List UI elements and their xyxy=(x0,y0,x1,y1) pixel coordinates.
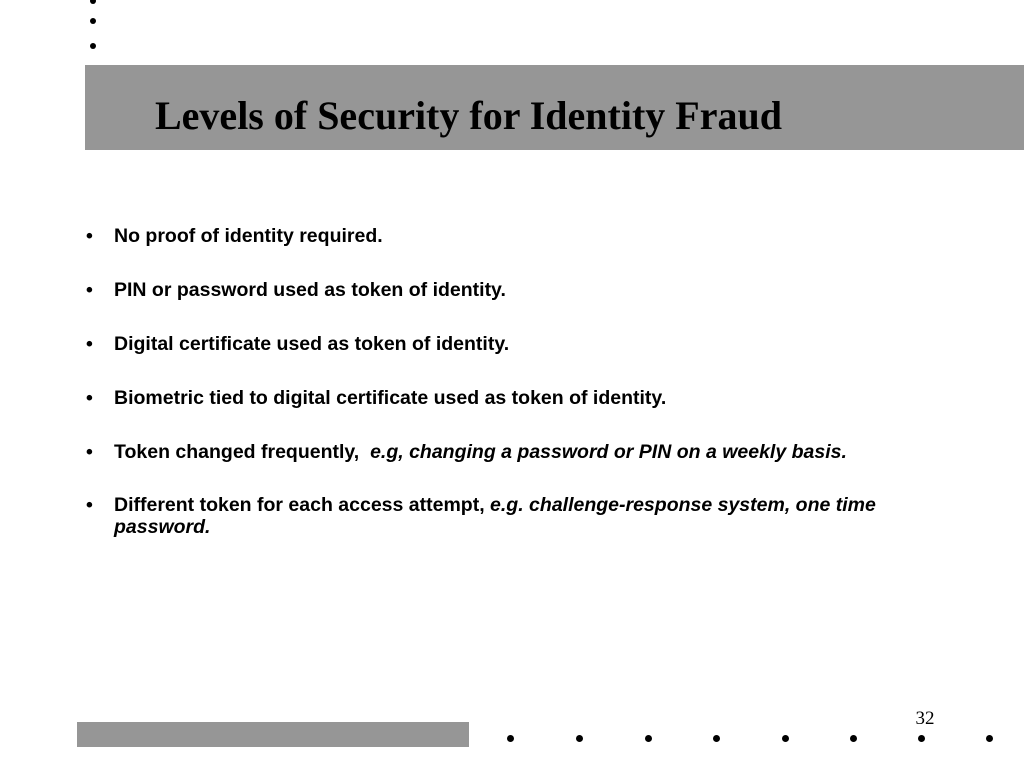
bullet-main-text: Different token for each access attempt, xyxy=(114,494,491,516)
decorative-dot xyxy=(782,735,789,742)
footer-band xyxy=(77,722,469,747)
bullet-text xyxy=(114,387,666,409)
bullet-main-text: Digital certificate used as token of identity. xyxy=(114,333,510,355)
decorative-dot xyxy=(986,735,993,742)
bullet-item xyxy=(86,225,916,247)
bullet-mark: • xyxy=(86,387,93,409)
decorative-dot xyxy=(576,735,583,742)
bullet-mark: • xyxy=(86,441,93,463)
bullet-item xyxy=(86,333,916,355)
bullet-main-text: PIN or password used as token of identity. xyxy=(114,279,506,301)
bullet-emphasis-text: e.g, changing a password or PIN on a weekly basis. xyxy=(370,441,847,463)
page-number: 32 xyxy=(915,708,935,729)
bullet-main-text: No proof of identity required. xyxy=(114,225,383,247)
bullet-text xyxy=(114,333,509,355)
bullet-mark: • xyxy=(86,494,93,516)
decorative-dot xyxy=(850,735,857,742)
bullet-list xyxy=(86,225,916,570)
bullet-text xyxy=(114,441,847,463)
bullet-main-text: Token changed frequently, xyxy=(114,441,371,463)
bullet-item xyxy=(86,279,916,301)
bullet-mark: • xyxy=(86,333,93,355)
bullet-text xyxy=(114,225,383,247)
bullet-item xyxy=(86,441,916,463)
bullet-mark: • xyxy=(86,225,93,247)
bullet-mark: • xyxy=(86,279,93,301)
decorative-dot xyxy=(645,735,652,742)
decorative-dot xyxy=(713,735,720,742)
bullet-text xyxy=(114,279,506,301)
decorative-dot xyxy=(918,735,925,742)
bullet-text xyxy=(114,494,881,538)
bullet-item xyxy=(86,494,916,538)
decorative-dot xyxy=(90,43,96,49)
bullet-main-text: Biometric tied to digital certificate used as token of identity. xyxy=(114,387,667,409)
decorative-dot xyxy=(507,735,514,742)
decorative-dot xyxy=(90,0,96,4)
slide-title: Levels of Security for Identity Fraud xyxy=(155,93,782,138)
bullet-emphasis-text: e.g. challenge-response system, one time password. xyxy=(114,494,882,538)
decorative-dot xyxy=(90,18,96,24)
bullet-item xyxy=(86,387,916,409)
